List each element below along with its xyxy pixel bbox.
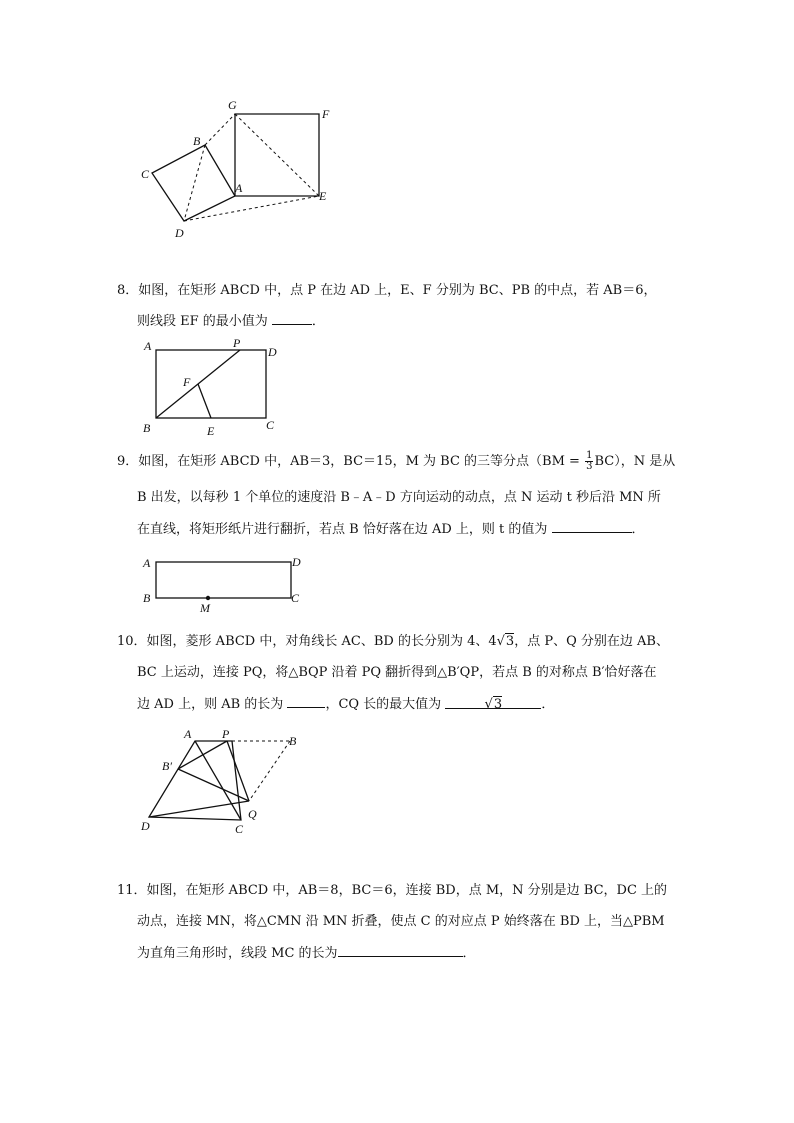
q10-answer-sqrt-sign: √ [484, 697, 493, 712]
label-p: P [233, 336, 241, 350]
q10-number: 10． [117, 634, 147, 649]
figure-rectangle-pbe-svg [138, 338, 288, 438]
q8-line1 [117, 282, 656, 300]
label-a: A [184, 727, 192, 741]
q10-text1b: ，点 P、Q 分别在边 AB、 [514, 634, 669, 649]
q11-text1: 如图，在矩形 ABCD 中，AB＝8，BC＝6，连接 BD，点 M，N 分别是边 BC，DC 上的 [146, 883, 668, 898]
q8-answer-blank[interactable] [272, 312, 312, 325]
q9-fraction [585, 451, 593, 472]
label-b: B [289, 734, 297, 748]
q11-answer-blank[interactable] [338, 944, 463, 957]
point-m [206, 596, 210, 600]
q9-line2 [137, 489, 661, 507]
rect-abcd [156, 350, 266, 418]
q10-text3a: 边 AD 上，则 AB 的长为 [137, 697, 284, 712]
q10-line3 [137, 695, 554, 714]
square-abcd [152, 145, 235, 221]
label-a: A [143, 556, 151, 570]
q9-period: ． [631, 522, 645, 537]
q9-text1a: 如图，在矩形 ABCD 中，AB＝3，BC＝15，M 为 BC 的三等分点（BM = [138, 454, 580, 469]
figure-rhombus-svg [138, 726, 318, 836]
q9-line3 [137, 520, 645, 539]
label-c: C [266, 418, 275, 432]
label-p: P [222, 727, 230, 741]
label-m: M [200, 601, 210, 615]
label-a: A [235, 181, 243, 195]
label-d: D [292, 555, 301, 569]
label-b-prime: B′ [162, 759, 172, 773]
q10-answer-blank-cq[interactable] [445, 696, 541, 712]
q11-number: 11． [117, 883, 147, 898]
q8-line2 [137, 312, 325, 331]
label-d: D [141, 819, 150, 833]
label-q: Q [248, 807, 257, 821]
q10-answer-sqrt-value: 3 [493, 697, 503, 712]
label-d: D [175, 226, 184, 240]
q11-period: ． [462, 946, 476, 961]
q10-line2 [137, 664, 657, 682]
q8-number: 8． [117, 283, 139, 298]
rect-abcd-m [156, 562, 291, 598]
q11-text2: 动点，连接 MN，将△CMN 沿 MN 折叠，使点 C 的对应点 P 始终落在 BD 上，当△PBM [137, 914, 665, 929]
q9-text2: B 出发，以每秒 1 个单位的速度沿 B﹣A﹣D 方向运动的动点，点 N 运动 t 秒后沿 MN 所 [137, 490, 661, 505]
figure-squares [135, 95, 345, 245]
q10-text3b: ，CQ 长的最大值为 [325, 697, 442, 712]
label-f: F [183, 375, 191, 389]
q11-line3 [137, 944, 476, 963]
label-g: G [228, 98, 237, 112]
q9-answer-blank[interactable] [552, 520, 632, 533]
figure-rhombus [138, 726, 318, 836]
dashed-bq [249, 741, 290, 801]
q11-line2 [137, 913, 665, 931]
q8-text2: 则线段 EF 的最小值为 [137, 314, 268, 329]
q10-line1 [117, 633, 669, 651]
label-b: B [143, 421, 151, 435]
label-b: B [143, 591, 151, 605]
q10-text1a: 如图，菱形 ABCD 中，对角线长 AC、BD 的长分别为 4、4 [146, 634, 497, 649]
figure-rectangle-pbe [138, 338, 288, 438]
square-agfe [235, 114, 319, 196]
label-a: A [144, 339, 152, 353]
q11-text3: 为直角三角形时，线段 MC 的长为 [137, 946, 338, 961]
segment-fe [198, 384, 211, 418]
label-d: D [268, 345, 277, 359]
q9-number: 9． [117, 454, 139, 469]
segment-bprime-p [178, 741, 227, 769]
label-f: F [322, 107, 330, 121]
label-e: E [207, 424, 215, 438]
q9-frac-den: 3 [586, 461, 593, 472]
label-e: E [319, 189, 327, 203]
label-c: C [141, 167, 150, 181]
rhombus-abcd [149, 741, 241, 820]
q9-text3: 在直线，将矩形纸片进行翻折，若点 B 恰好落在边 AD 上，则 t 的值为 [137, 522, 548, 537]
label-c: C [235, 822, 244, 836]
q10-text2: BC 上运动，连接 PQ，将△BQP 沿着 PQ 翻折得到△B′QP，若点 B 的对称点 B′恰好落在 [137, 665, 657, 680]
q11-line1 [117, 882, 667, 900]
figure-rectangle-m [138, 552, 313, 614]
label-c: C [291, 591, 300, 605]
figure-squares-svg [135, 95, 345, 245]
dashed-ge [235, 114, 319, 196]
q10-sqrt-sign: √ [496, 634, 505, 649]
dashed-de [184, 196, 319, 221]
figure-rectangle-m-svg [138, 552, 313, 614]
q8-text1: 如图，在矩形 ABCD 中，点 P 在边 AD 上，E、F 分别为 BC、PB 的中点，若 AB＝6， [138, 283, 657, 298]
q10-answer-blank-ab[interactable] [287, 695, 325, 708]
q9-frac-num: 1 [586, 450, 593, 461]
q10-period: ． [541, 697, 555, 712]
q10-sqrt-value: 3 [505, 634, 515, 649]
q9-line1 [117, 451, 675, 472]
q9-text1b: BC），N 是从 [594, 454, 676, 469]
dashed-bg [205, 114, 235, 145]
label-b: B [193, 134, 201, 148]
dashed-bd [184, 145, 205, 221]
q8-period: ． [311, 314, 325, 329]
